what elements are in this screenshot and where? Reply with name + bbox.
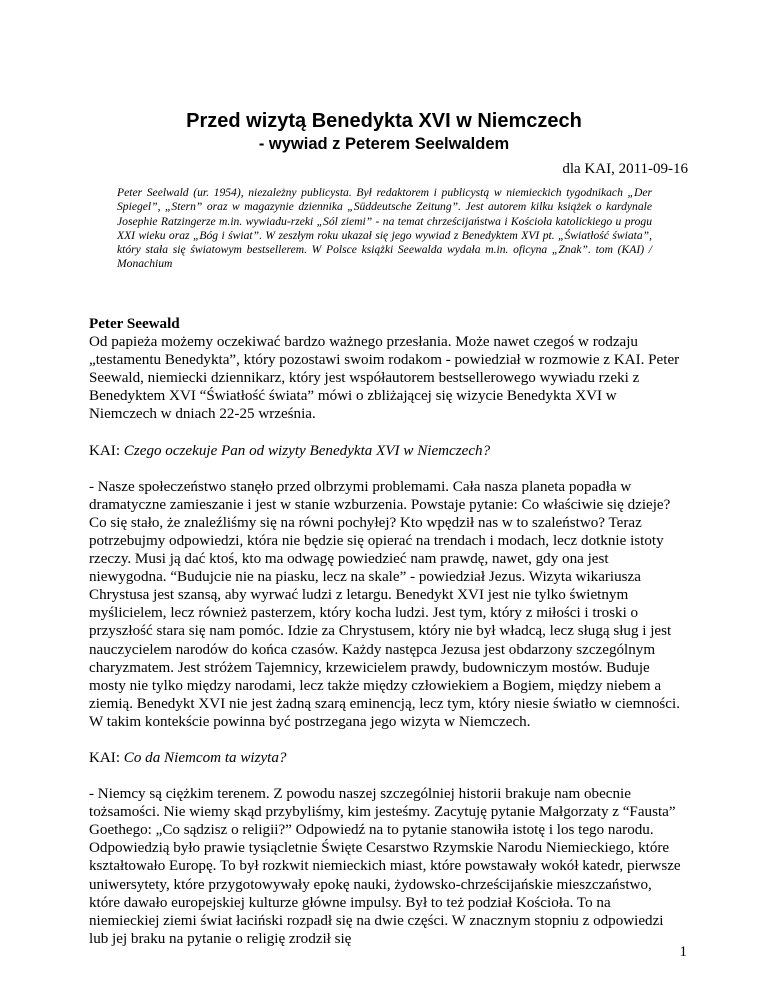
question-1-text: Czego oczekuje Pan od wizyty Benedykta XVI w Niemczech? xyxy=(123,442,491,459)
answer-2: - Niemcy są ciężkim terenem. Z powodu naszej szczególniej historii brakuje nam obecnie tożsamości. Nie wiemy skąd przybyliśmy, kim jesteśmy. Zacytuję pytanie Małgorzaty z “Fausta” Goethego: „Co sądzisz o religii?” Odpowiedź na to pytanie stanowiła istotę i los tego narodu. Odpowiedzią było prawie tysiącletnie Święte Cesarstwo Rzymskie Narodu Niemieckiego, które kształtowało Europę. To był rozkwit niemieckich miast, które powstawały wokół katedr, pierwsze uniwersytety, które przygotowywały epokę nauki, żydowsko-chrześcijańskie mieszczaństwo, które dawało europejskiej kulturze główne impulsy. Był to też podział Kościoła. To na niemieckiej ziemi świat łaciński rozpadł się na dwie części. W znacznym stopniu z odpowiedzi lub jej braku na pytanie o religię zrodził się xyxy=(89,786,681,947)
question-1-prefix: KAI: xyxy=(89,442,124,459)
lead-paragraph xyxy=(89,315,682,333)
article-body xyxy=(89,315,682,966)
document-title: Przed wizytą Benedykta XVI w Niemczech xyxy=(186,110,582,132)
question-2-text: Co da Niemcom ta wizyta? xyxy=(123,749,287,766)
author-name: Peter Seewald xyxy=(89,316,180,332)
document-subtitle: - wywiad z Peterem Seelwaldem xyxy=(258,135,510,153)
intro-note: Peter Seelwald (ur. 1954), niezależny publicysta. Był redaktorem i publicystą w niemieckich tygodnikach „Der Spiegel”, „Stern” oraz w magazynie dziennika „Süddeutsche Zeitung”. Jest autorem kilku książek o kardynale Josephie Ratzingerze m.in. wywiadu-rzeki „Sól ziemi” - na temat chrześcijaństwa i Kościoła katolickiego u progu XXI wieku oraz „Bóg i świat”. W zeszłym roku ukazał się jego wywiad z Benedyktem XVI pt. „Światłość świata”, który stała się światowym bestsellerem. W Polsce książki Seewalda wydała m.in. oficyna „Znak”. tom (KAI) / Monachium xyxy=(117,186,652,271)
answer-1: - Nasze społeczeństwo stanęło przed olbrzymi problemami. Cała nasza planeta popadła w dramatyczne zamieszanie i jest w stanie wzburzenia. Powstaje pytanie: Co właściwie się dzieje? Co się stało, że znaleźliśmy się na równi pochyłej? Kto wpędził nas w to szaleństwo? Teraz potrzebujmy odpowiedzi, która nie będzie się opierać na trendach i modach, lecz dotknie istoty rzeczy. Musi ją dać ktoś, kto ma odwagę powiedzieć nam prawdę, nawet, gdy ona jest niewygodna. “Budujcie nie na piasku, lecz na skale” - powiedział Jezus. Wizyta wikariusza Chrystusa jest szansą, aby wyrwać ludzi z letargu. Benedykt XVI jest nie tylko świetnym myślicielem, lecz również pasterzem, który kocha ludzi. Jest tym, który z miłości i troski o przyszłość stara się nam pomóc. Idzie za Chrystusem, który nie był władcą, lecz sługą sług i jest nauczycielem narodów do końca czasów. Każdy następca Jezusa jest obdarzony szczególnym charyzmatem. Jest stróżem Tajemnicy, krzewicielem prawdy, budowniczym mostów. Buduje mosty nie tylko między narodami, lecz także między człowiekiem a Bogiem, między niebem a ziemią. Benedykt XVI nie jest żadną szarą eminencją, lecz tym, który niesie światło w ciemności. W takim kontekście powinna być postrzegana jego wizyta w Niemczech. xyxy=(89,478,680,730)
question-2-prefix: KAI: xyxy=(89,749,124,766)
lead-text: Od papieża możemy oczekiwać bardzo ważnego przesłania. Może nawet czegoś w rodzaju „testamentu Benedykta”, który pozostawi swoim rodakom - powiedział w rozmowie z KAI. Peter Seewald, niemiecki dziennikarz, który jest współautorem bestsellerowego wywiadu rzeki z Benedyktem XVI “Światłość świata” mówi o zbliżającej się wizycie Benedykta XVI w Niemczech w dniach 22-25 września. xyxy=(89,334,680,423)
question-2 xyxy=(89,749,682,767)
page-number: 1 xyxy=(679,944,687,960)
question-1 xyxy=(89,442,682,460)
source-date: dla KAI, 2011-09-16 xyxy=(562,161,688,177)
